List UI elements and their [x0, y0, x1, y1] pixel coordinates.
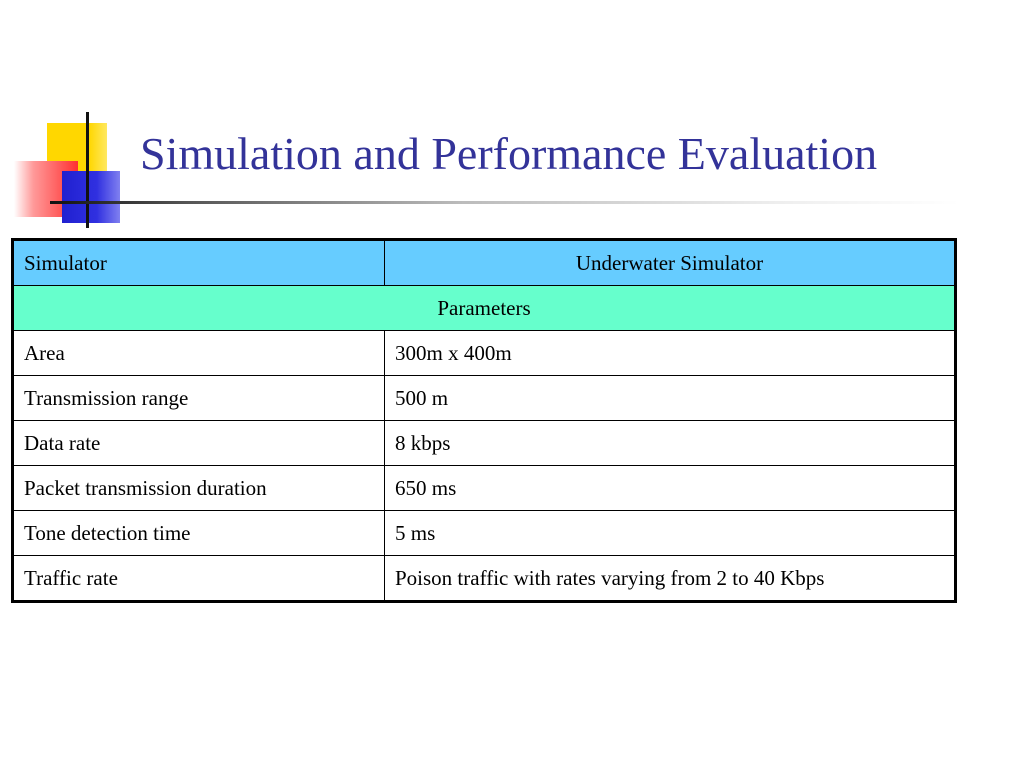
table-row [13, 466, 956, 511]
table-row [13, 331, 956, 376]
logo-blue-square [62, 171, 120, 223]
row-value-cell: 500 m [385, 376, 956, 421]
table-row [13, 421, 956, 466]
table-header-row [13, 240, 956, 286]
row-label-cell: Traffic rate [13, 556, 385, 602]
table-row [13, 376, 956, 421]
title-underline [50, 201, 960, 204]
color-blocks-logo-icon [0, 0, 150, 240]
table-row [13, 556, 956, 602]
row-value-cell: 300m x 400m [385, 331, 956, 376]
row-value-cell: Poison traffic with rates varying from 2 to 40 Kbps [385, 556, 956, 602]
row-value-cell: 8 kbps [385, 421, 956, 466]
table-section-row [13, 286, 956, 331]
header-value-cell: Underwater Simulator [385, 240, 956, 286]
logo-vertical-line [86, 112, 89, 228]
row-label-cell: Transmission range [13, 376, 385, 421]
slide-title: Simulation and Performance Evaluation [140, 128, 878, 179]
section-label-cell: Parameters [13, 286, 956, 331]
parameters-table [11, 238, 957, 603]
row-label-cell: Tone detection time [13, 511, 385, 556]
header-label-cell: Simulator [13, 240, 385, 286]
row-label-cell: Area [13, 331, 385, 376]
row-label-cell: Data rate [13, 421, 385, 466]
row-label-cell: Packet transmission duration [13, 466, 385, 511]
row-value-cell: 5 ms [385, 511, 956, 556]
table-row [13, 511, 956, 556]
row-value-cell: 650 ms [385, 466, 956, 511]
